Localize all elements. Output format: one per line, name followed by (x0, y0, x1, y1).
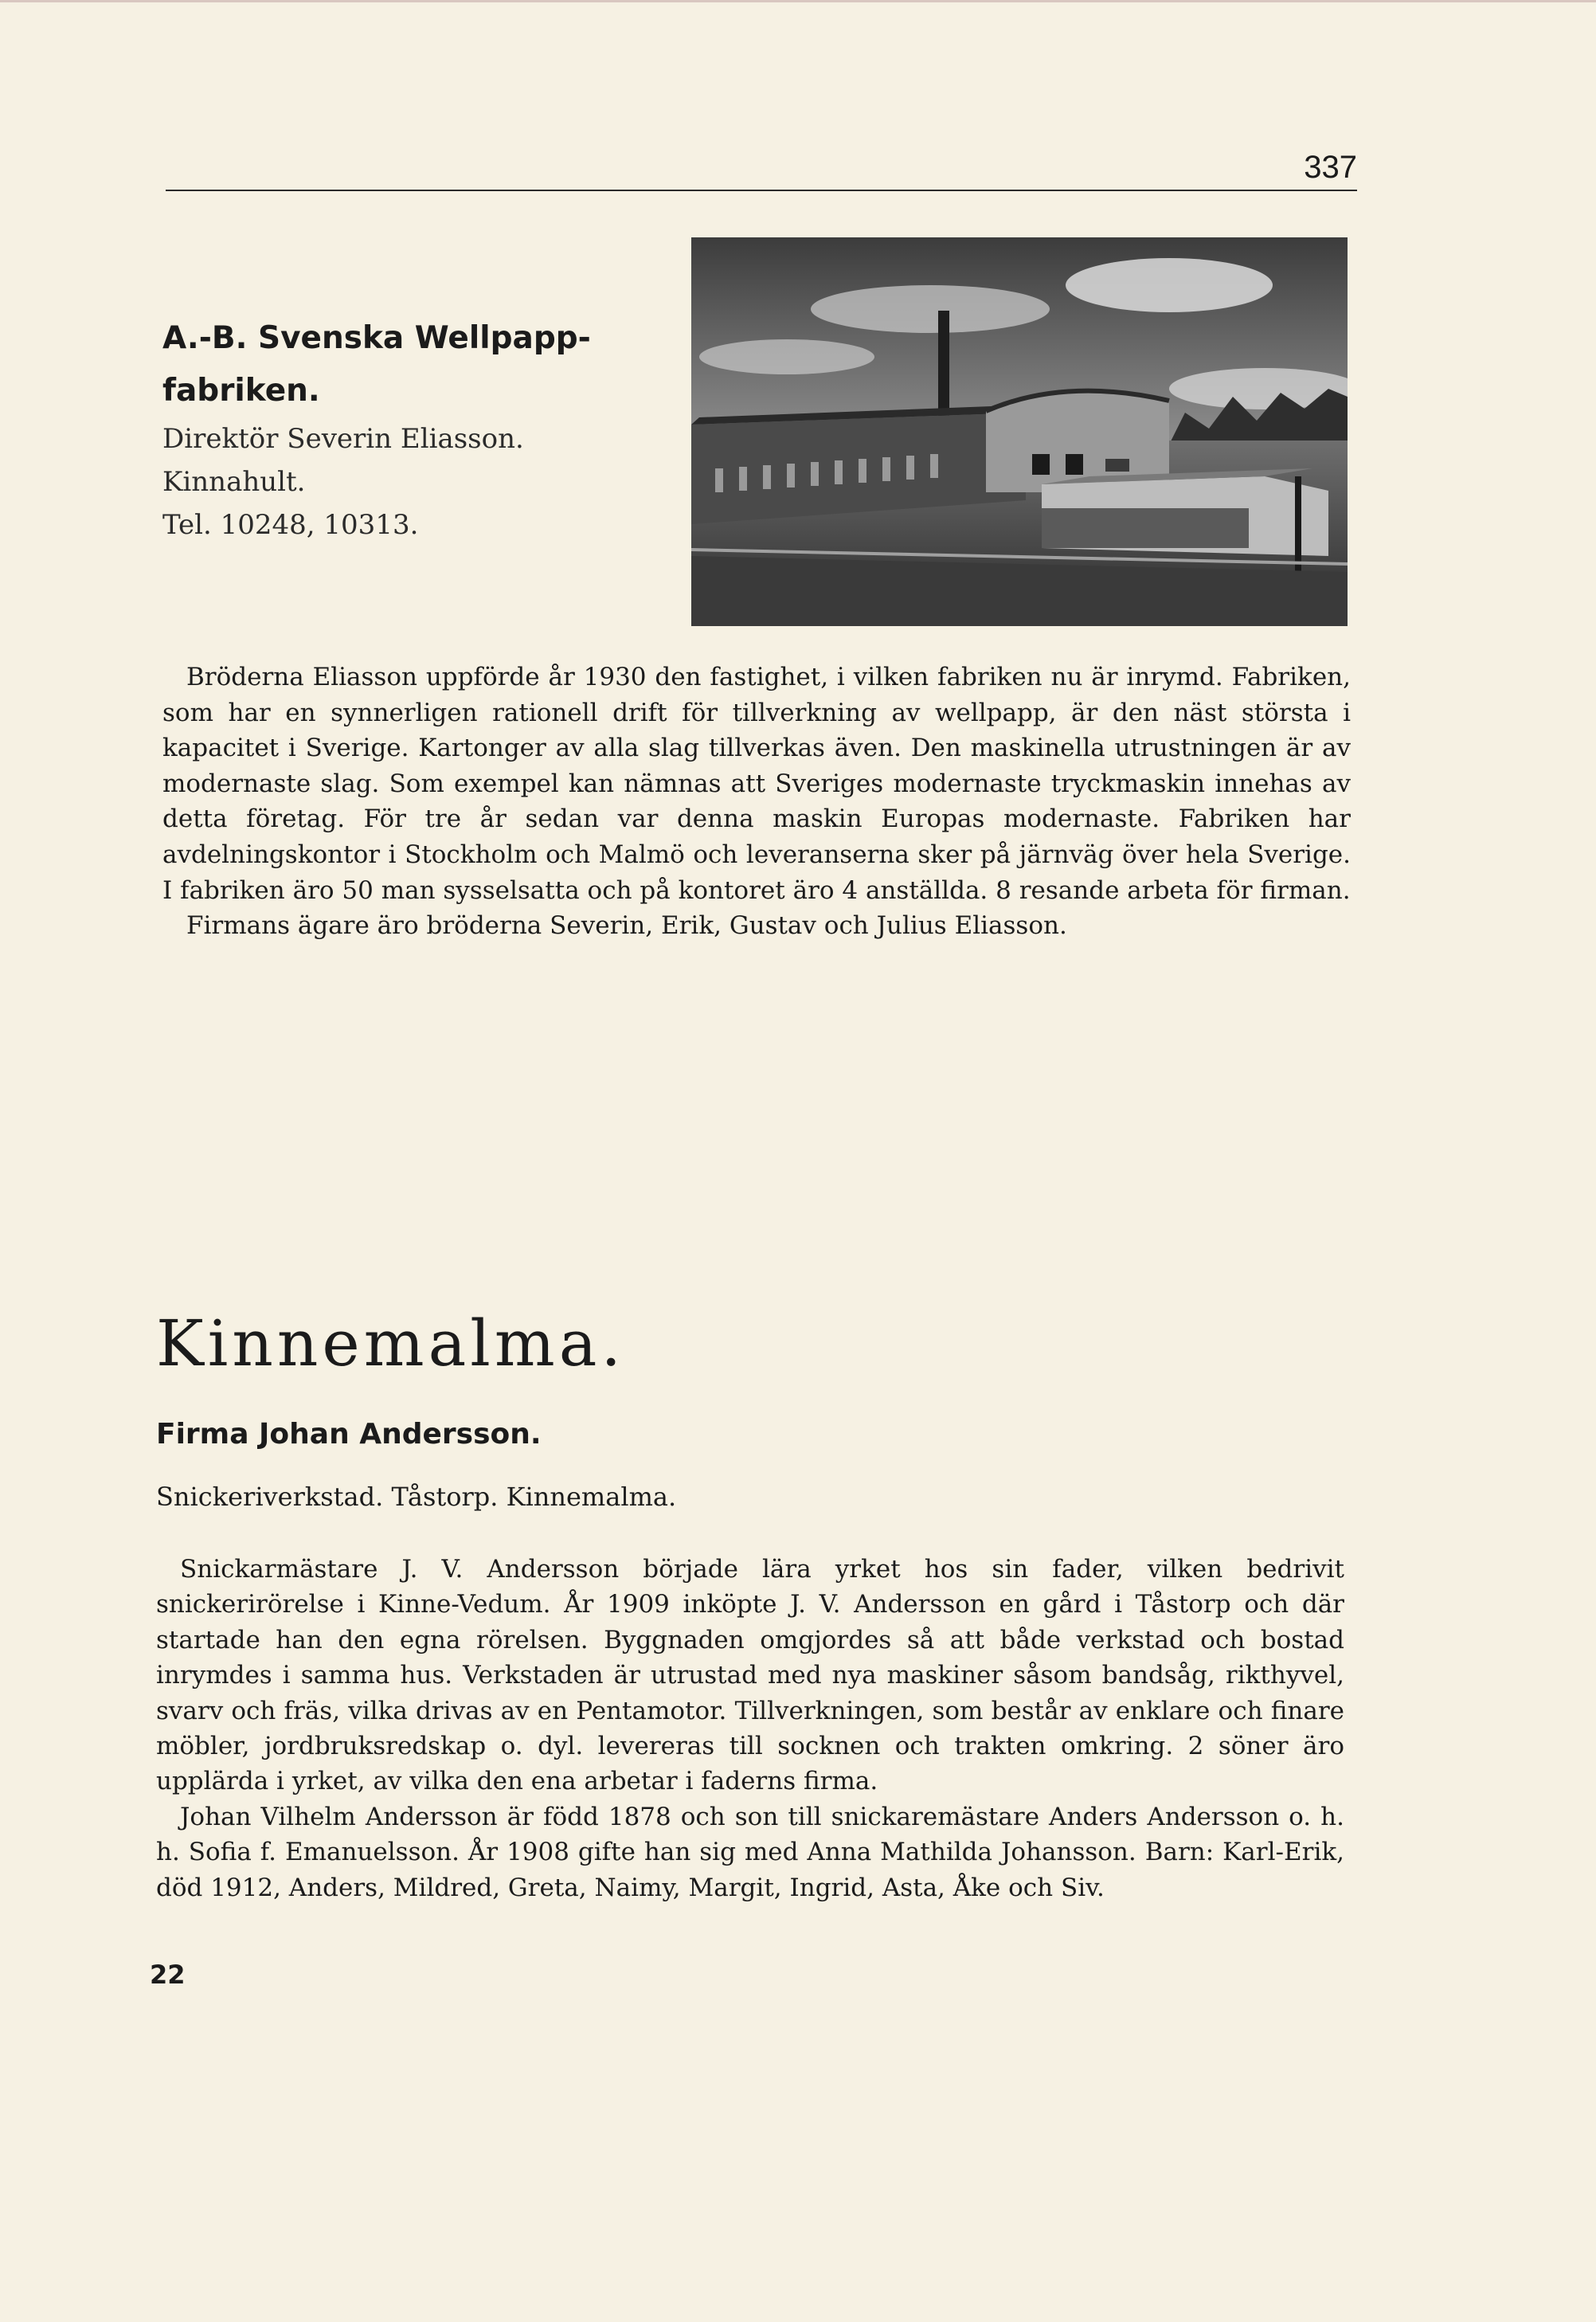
page-number: 337 (1304, 150, 1357, 185)
company2-name: Firma Johan Andersson. (156, 1418, 542, 1451)
factory-photo (691, 237, 1348, 626)
company1-location: Kinnahult. (162, 466, 306, 498)
company2-subtitle: Snickeriverkstad. Tåstorp. Kinnemalma. (156, 1482, 677, 1512)
header-rule (166, 190, 1357, 191)
company1-header (162, 312, 672, 546)
page-top-edge (0, 0, 1596, 2)
company2-description (156, 1552, 1344, 1905)
company1-phone: Tel. 10248, 10313. (162, 509, 419, 541)
company1-description (162, 660, 1351, 944)
section-place-heading: Kinnemalma. (156, 1306, 625, 1380)
company1-paragraph-2: Firmans ägare äro bröderna Severin, Erik, Gustav och Julius Eliasson. (186, 911, 1067, 941)
company1-name-line1: A.-B. Svenska Wellpapp- (162, 320, 591, 356)
company1-name-line2: fabriken. (162, 373, 320, 409)
company1-director: Direktör Severin Eliasson. (162, 423, 524, 455)
company2-paragraph-1: Snickarmästare J. V. Andersson började lära yrket hos sin fader, vilken bedrivit snickerirörelse i Kinne-Vedum. År 1909 inköpte J. V. Andersson en gård i Tåstorp och där startade han den egna rörelsen. Byggnaden omgjordes så att både verkstad och bostad inrymdes i samma hus. Verkstaden är utrustad med nya maskiner såsom bandsåg, rikthyvel, svarv och fräs, vilka drivas av en Pentamotor. Tillverkningen, som består av enklare och finare möbler, jordbruksredskap o. dyl. levereras till socknen och trakten omkring. 2 söner äro upplärda i yrket, av vilka den ena arbetar i faderns firma. (156, 1555, 1344, 1796)
company1-paragraph-1: Bröderna Eliasson uppförde år 1930 den fastighet, i vilken fabriken nu är inrymd. Fabriken, som har en synnerligen rationell drift för tillverkning av wellpapp, är den näst största i kapacitet i Sverige. Kartonger av alla slag tillverkas även. Den maskinella utrustningen är av modernaste slag. Som exempel kan nämnas att Sveriges modernaste tryckmaskin innehas av detta företag. För tre år sedan var denna maskin Europas modernaste. Fabriken har avdelningskontor i Stockholm och Malmö och leveranserna sker på järnväg över hela Sverige. I fabriken äro 50 man sysselsatta och på kontoret äro 4 anställda. 8 resande arbeta för firman. (162, 663, 1351, 905)
company2-paragraph-2: Johan Vilhelm Andersson är född 1878 och son till snickaremästare Anders Andersson o. h. h. Sofia f. Emanuelsson. År 1908 gifte han sig med Anna Mathilda Johansson. Barn: Karl-Erik, död 1912, Anders, Mildred, Greta, Naimy, Margit, Ingrid, Asta, Åke och Siv. (156, 1802, 1344, 1902)
signature-mark: 22 (150, 1960, 186, 1990)
